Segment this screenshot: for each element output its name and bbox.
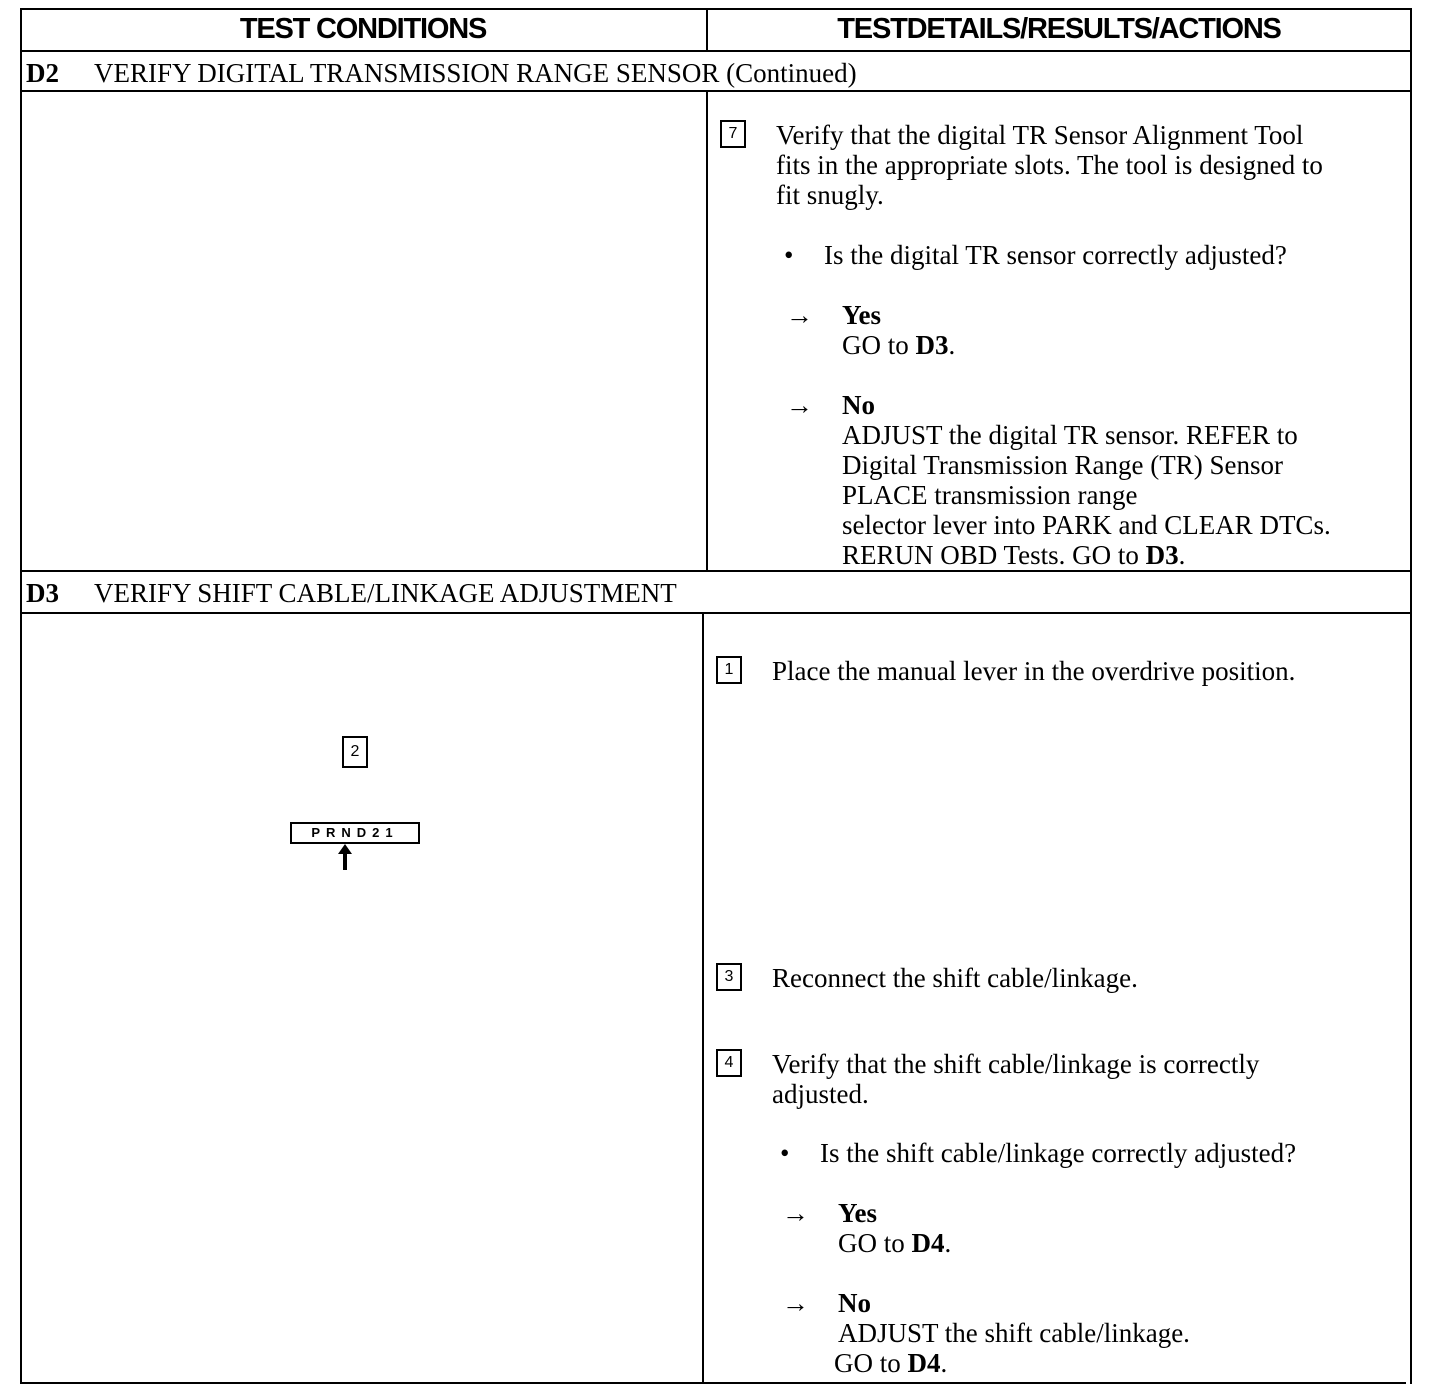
table-border-bottom [20, 1382, 1406, 1384]
step-number-box: 4 [716, 1049, 742, 1077]
section-code: D3 [26, 578, 59, 608]
answer-line: selector lever into PARK and CLEAR DTCs. [842, 510, 1331, 540]
arrow-icon: → [786, 300, 813, 330]
up-arrow-icon [338, 844, 352, 870]
diagnostic-table [20, 8, 1412, 1386]
step-line: Verify that the shift cable/linkage is correctly [772, 1049, 1260, 1079]
answer-line: ADJUST the digital TR sensor. REFER to [842, 420, 1298, 450]
answer-line: Digital Transmission Range (TR) Sensor [842, 450, 1284, 480]
step-number-box: 1 [716, 656, 742, 684]
arrow-icon: → [786, 390, 813, 420]
bullet-icon: • [784, 240, 794, 270]
bullet-icon: • [780, 1138, 790, 1168]
table-border-right [1410, 8, 1412, 1384]
question-text: Is the digital TR sensor correctly adjusted? [824, 240, 1287, 270]
column-divider-d3 [702, 612, 704, 1384]
go-to-target: D3 [915, 330, 949, 360]
go-to-target: D4 [911, 1228, 945, 1258]
step-line: Verify that the digital TR Sensor Alignment Tool [776, 120, 1304, 150]
step-line: adjusted. [772, 1079, 869, 1109]
answer-action: RERUN OBD Tests. GO to D3. [842, 540, 1186, 570]
answer-label: No [842, 390, 875, 420]
answer-label: Yes [842, 300, 881, 330]
step-line: Reconnect the shift cable/linkage. [772, 963, 1138, 993]
question-text: Is the shift cable/linkage correctly adjusted? [820, 1138, 1297, 1168]
column-divider-d2 [706, 90, 708, 572]
header-test-details: TESTDETAILS/RESULTS/ACTIONS [837, 12, 1281, 45]
gear-selector-indicator: PRND21 [290, 822, 420, 844]
answer-action: GO to D4. [838, 1228, 952, 1258]
answer-line: ADJUST the shift cable/linkage. [838, 1318, 1190, 1348]
header-divider [20, 50, 1412, 52]
go-to-target: D3 [1145, 540, 1179, 570]
section-title: VERIFY SHIFT CABLE/LINKAGE ADJUSTMENT [94, 578, 677, 608]
answer-action: GO to D3. [842, 330, 956, 360]
arrow-icon: → [782, 1288, 809, 1318]
table-border-left [20, 8, 22, 1384]
answer-line: PLACE transmission range [842, 480, 1138, 510]
d3-top-divider [20, 570, 1412, 572]
step-instruction [772, 1049, 1259, 1109]
section-code: D2 [26, 58, 59, 88]
answer-label: Yes [838, 1198, 877, 1228]
step-number-box: 7 [720, 120, 746, 148]
step-line: Place the manual lever in the overdrive position. [772, 656, 1296, 686]
d2-title-divider [20, 90, 1412, 92]
step-number-box: 2 [342, 736, 368, 768]
step-line: fits in the appropriate slots. The tool is designed to [776, 150, 1323, 180]
go-to-target: D4 [907, 1348, 941, 1378]
step-instruction [776, 120, 1323, 210]
step-instruction [772, 963, 1138, 993]
arrow-icon: → [782, 1198, 809, 1228]
step-number-box: 3 [716, 963, 742, 991]
section-d3-title-row [26, 578, 677, 609]
answer-action: GO to D4. [834, 1348, 948, 1378]
step-line: fit snugly. [776, 180, 884, 210]
step-instruction [772, 656, 1295, 686]
d3-title-divider [20, 612, 1412, 614]
section-title: VERIFY DIGITAL TRANSMISSION RANGE SENSOR (Continued) [94, 58, 857, 88]
section-d2-title-row [26, 58, 857, 89]
answer-label: No [838, 1288, 871, 1318]
header-test-conditions: TEST CONDITIONS [239, 12, 487, 45]
